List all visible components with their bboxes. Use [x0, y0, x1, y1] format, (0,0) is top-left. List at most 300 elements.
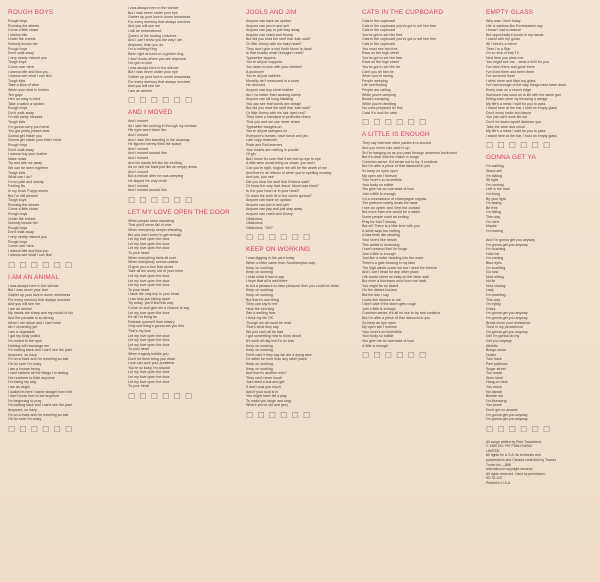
lyric-line: See a smiling face [246, 311, 276, 316]
lyric-line: When everybody seems unkind [128, 260, 179, 265]
song-title: GONNA GET YA [486, 154, 536, 162]
lyrics-column-2 [128, 6, 240, 405]
lyric-line: I'm touching [486, 247, 506, 252]
song-title: A LITTLE IS ENOUGH [362, 131, 430, 139]
lyric-line: You've got to set him free [362, 32, 403, 37]
lyric-line: That's my love [128, 329, 152, 334]
lyric-line: I was always here in the silence [8, 283, 59, 288]
lyric-line: And I can't show you the way I am [128, 38, 183, 43]
lyric-line: I've survived there [486, 74, 516, 79]
lyric-line: And I moved [128, 183, 149, 188]
lyric-line: Can't you let him be [362, 69, 394, 74]
lyric-line: And the parasite is so strong [8, 316, 54, 321]
lyric-line: You might see me ...what a thrill for you [486, 60, 549, 65]
lyric-line: Release yourself from misery [128, 319, 175, 324]
lyric-line: I'd rather be here than any other place [246, 357, 307, 362]
lyric-line: And I moved toward him [128, 188, 167, 193]
lyric-line: Though we all could be read [246, 320, 292, 325]
lyric-line: Turn back [486, 357, 502, 362]
song-title: CATS IN THE CUPBOARD [362, 9, 444, 16]
lyric-line: I'm a connoisseur of champagne cognac [362, 196, 427, 201]
lyric-line: Under the sheets [8, 37, 36, 42]
lyric-line: Anyone can pay and just stay away [246, 207, 303, 212]
lyric-line: I am an animal [8, 306, 32, 311]
lyric-line: Is it in your heart or in your head? [246, 188, 300, 193]
lyric-line: Tough kids [8, 120, 26, 125]
glasses-icon-row: ☐ ☐ ☐ ☐ ☐ ☐ [486, 141, 552, 151]
lyric-line: Under the sheets [8, 216, 36, 221]
lyric-line: As he laid me back just like an empty dress [128, 165, 197, 170]
lyric-line: Beside me [486, 394, 503, 399]
lyric-line: Just like a sailor heading into the wave [362, 256, 424, 261]
lyric-line: Gather up your love in some weariness [8, 293, 71, 298]
lyric-line: Don't get no answer [486, 407, 518, 412]
lyric-line: I think my life OK [246, 316, 274, 321]
lyric-line: He figured merely filled the space [128, 142, 182, 147]
lyric-line: Let my love open the door [128, 246, 170, 251]
lyric-line: Don't walk away [8, 230, 34, 235]
lyric-line: Tough boys [8, 60, 27, 65]
lyric-line: In my Hush Puppy shoes [8, 188, 48, 193]
lyric-line: To your heart [128, 347, 149, 352]
lyric-line: I'm looking back and I can't see the past [8, 403, 72, 408]
lyric-line: Cats in the cupboard [362, 19, 396, 23]
lyric-line: Make noise [8, 156, 27, 161]
glasses-icon-row: ☐ ☐ ☐ ☐ ☐ ☐ [246, 233, 312, 243]
lyric-line: He stayed his only crush [128, 179, 168, 183]
lyric-line: Oh for sure I'm crazy [8, 361, 42, 366]
lyric-line: Oklahoma, [246, 216, 264, 221]
lyric-line: Love can cure your problems [128, 361, 175, 366]
lyric-line: Keep on working [246, 293, 273, 298]
lyric-line: But I'm after a piece of that diamond in you [362, 164, 431, 169]
lyric-line: Let my love open the door [128, 241, 170, 246]
lyric-line: Morality ain't measured in a room [246, 78, 300, 83]
lyrics-column-5 [486, 6, 596, 486]
song-title: AND I MOVED [128, 109, 173, 117]
footer-line: All rights for U.S.A. its territories and [486, 453, 541, 458]
lyric-line: Don't worry smile and dance [486, 110, 532, 115]
lyric-line: Hold me [486, 251, 500, 256]
lyric-line: The perfume nearly beats the taste [362, 201, 418, 206]
lyric-line: But I was never your size [8, 288, 49, 293]
lyric-line: Nothing will rearrange me [8, 343, 49, 348]
lyric-line: Try today, you'll find this way [128, 301, 174, 306]
lyric-line: Tough kids [8, 78, 26, 83]
song-title: LET MY LOVE OPEN THE DOOR [128, 208, 230, 216]
lyric-line: I'm so pale and weedy [8, 179, 44, 184]
glasses-icon-row: ☐ ☐ ☐ ☐ ☐ ☐ [128, 391, 194, 401]
lyric-line: But the tide I say [362, 293, 389, 298]
lyric-line: My life's a mess I wait for you to pass [486, 129, 546, 134]
lyric-line: Life overflowing [362, 83, 387, 88]
lyric-line: Let my love open the door [128, 237, 170, 242]
lyric-line: Trust in my persistence [486, 325, 524, 330]
lyric-line: Keep on working [246, 361, 273, 366]
lyric-line: I'm touching [486, 265, 506, 270]
lyric-line: For every memory that always survives [128, 79, 191, 84]
lyric-line: You give me an overdose of love [362, 187, 415, 192]
lyric-line: Let my love open the door [128, 283, 170, 288]
lyric-line: Running the streets [8, 202, 40, 207]
lyric-line: Let my love open the door [128, 370, 170, 375]
lyric-line: Tough kids [8, 170, 26, 175]
lyric-line: My hands are sharp and my mouth is full [8, 311, 73, 316]
lyric-line: But did you read the stuff that Julie said? [246, 106, 311, 111]
lyric-line: They can't never touch [246, 375, 283, 380]
lyric-line: This way [486, 214, 501, 219]
lyric-line: I'm looking back and I can't see the past [8, 348, 72, 353]
lyric-line: To your heart [128, 250, 149, 255]
lyric-line: Or little Jimmy with his hair dyed red? [246, 110, 306, 115]
lyric-line: This addict is reckoning [362, 242, 400, 247]
lyric-line: Break down your resistance [486, 320, 531, 325]
lyric-line: Anyone can join in and yell [246, 202, 289, 207]
lyric-line: I'm beginning to pray [8, 398, 42, 403]
lyric-line: Next time you pinch me [486, 55, 524, 60]
footer-line: International copyright secured. [486, 467, 534, 472]
song-title: JOOLS AND JIM [246, 9, 297, 16]
lyric-line: I wanna buy your leather [8, 152, 48, 157]
lyric-line: They have a standard of perfection there [246, 115, 311, 120]
lyric-line: Your lover's so incredible [362, 178, 402, 183]
lyric-line: Lady [486, 288, 494, 293]
lyric-line: But a minute after he was weeping [128, 174, 184, 179]
lyric-line: I got my body pulled [8, 334, 41, 339]
lyric-line: No lie [486, 279, 496, 284]
footer-line: SD 32-100 [486, 476, 503, 481]
lyric-line: Blue eyes [486, 260, 502, 265]
lyric-line: Let my love open the door [128, 379, 170, 384]
lyric-line: Take a slice of wine [8, 83, 40, 88]
lyric-line: I'm gonna get you anyway [486, 329, 528, 334]
lyric-line: Let my love open the door [128, 278, 170, 283]
lyric-line: I stand here at the bar, I hold an empty glass [486, 133, 557, 138]
lyric-line: I hope that all is well there [246, 279, 288, 284]
lyric-line: Let my love open the door [128, 342, 170, 347]
lyric-line: I don't care if the storm gets rough [362, 302, 417, 307]
lyric-line: The high winds scare me but I need the breeze [362, 265, 437, 270]
lyric-line: Looks like heaven to me [362, 297, 401, 302]
lyric-line: Just need a bus and get [246, 380, 285, 385]
lyric-line: But I was never under your eye [128, 10, 178, 15]
lyric-line: Let my love open the door [128, 333, 170, 338]
lyric-line: Anyone can join in and yell [246, 23, 289, 28]
lyric-line: You listen to love with your intellect [246, 64, 302, 69]
lyric-line: Hang on here [486, 380, 508, 385]
lyric-line: I'm talking [486, 173, 503, 178]
lyric-line: I wanna bite [8, 32, 28, 37]
lyric-line: No dancer [486, 389, 503, 394]
footer-line: Printed in U.S.A. [486, 481, 512, 486]
lyric-line: I'll give you a four leaf clover [128, 264, 174, 269]
lyric-line: A smile says too inviting [362, 228, 401, 233]
lyric-line: Come a little closer [8, 28, 39, 33]
lyric-line: To make you laugh and sing [246, 398, 291, 403]
lyric-line: Anyone can crash and thump [246, 32, 293, 37]
footer-line: Tunes Inc.—BMI [486, 462, 512, 467]
lyric-line: It's all I'm living for [128, 315, 158, 320]
lyric-line: I stand with my guitar [486, 37, 520, 42]
lyric-line: But I know for sure that if we met up eye to eye [246, 156, 321, 161]
lyric-line: Ravs on the high street [362, 60, 399, 65]
lyric-line: I'm mine [486, 219, 500, 224]
lyric-line: But I was never under your eye [128, 70, 178, 75]
lyric-line: When everything feels all over [128, 255, 177, 260]
lyric-line: Maybe [486, 224, 497, 229]
lyric-line: I'm rooted to the spot [8, 339, 42, 343]
lyric-line: Rough boys [8, 106, 28, 111]
lyric-line: I'm gonna get you anyway [486, 242, 528, 247]
lyric-line: His eyes were black lies [128, 128, 167, 133]
lyric-line: I can stop you falling apart [128, 296, 170, 301]
lyric-line: Anyone can have an opinion [246, 198, 292, 203]
lyric-line: I'm falling [486, 210, 502, 215]
lyric-line: You're all just swingers on [246, 129, 288, 134]
lyric-line: But oh! There is a little time with you [362, 224, 420, 229]
lyric-line: Rough boys [8, 19, 28, 23]
lyric-line: Rough boys [8, 211, 28, 216]
lyric-line: That's what they say [246, 325, 279, 330]
lyric-line: So keep on eyes open [362, 169, 398, 174]
lyric-line: Anyone can pay or just stay away [246, 28, 300, 33]
lyric-line: I've lived there and been there [486, 69, 535, 74]
lyric-line: When a letter came from Southampton way [246, 260, 316, 265]
lyric-line: And you will see me [128, 84, 160, 89]
glasses-icon-row: ☐ ☐ ☐ ☐ ☐ ☐ [362, 351, 428, 361]
lyric-line: Let my love open the door [128, 374, 170, 379]
lyric-line: Tough boys [8, 198, 27, 203]
lyric-line: And his hands felt like ice exciting [128, 160, 182, 165]
lyric-line: I'm gonna get you anyway [486, 412, 528, 417]
lyric-line: When I am alone and I can't hear [8, 320, 61, 325]
lyric-line: When tragedy befalls you [128, 352, 169, 356]
lyric-line: Anymore, so hazy [8, 407, 37, 412]
lyric-line: I stand here at the bar, I hold an empty glass [486, 106, 557, 111]
lyric-line: Keep on working [246, 348, 273, 353]
lyric-line: I'm walking [486, 164, 504, 169]
lyric-line: Now sitting [486, 274, 504, 279]
lyric-line: You're so lucky I'm around [128, 365, 170, 370]
lyric-line: Running the streets [8, 23, 40, 28]
lyric-line: Life is useless like Ecclesiastes say [486, 23, 543, 28]
lyric-line: And I'm gonna get you anyway [486, 237, 536, 242]
lyric-line: I am an animal [128, 88, 152, 93]
lyric-line: I'm gonna carry you home [8, 124, 50, 129]
song-title: I AM AN ANIMAL [8, 273, 60, 281]
lyric-line: Cats in the cupboard [362, 41, 396, 46]
lyric-line: I don't know how to act anymore [8, 394, 60, 399]
lyric-line: All I need's a mirror [486, 41, 517, 46]
lyric-line: There's a gale blowing in my face [362, 260, 416, 265]
lyric-line: Cats in the cupboard [362, 28, 396, 33]
lyric-line: You must see him free [362, 46, 398, 51]
lyric-line: I'm gonna get you anyway [486, 316, 528, 321]
glasses-icon-row: ☐ ☐ ☐ ☐ ☐ ☐ [8, 260, 74, 270]
lyric-line: Don't walk away [8, 147, 34, 152]
lyric-line: They don't give a shit Keith Moon is dead [246, 46, 312, 51]
lyric-line: That you'll never fall in love [128, 223, 172, 228]
lyric-line: We just can't all be bad [246, 329, 283, 334]
lyric-line: Sit tight [486, 178, 498, 183]
lyric-line: Keep on working [246, 288, 273, 293]
lyric-line: And there's another who? [246, 371, 287, 376]
lyric-line: Take the wine and shout [486, 124, 525, 129]
lyric-line: Anyone can crash and thump [246, 211, 293, 216]
lyric-line: I'm fading [486, 201, 502, 206]
lyric-line: I looked in here I came straight from hell [8, 389, 72, 394]
lyric-line: I'm so sick of that TV [486, 51, 520, 56]
lyric-line: A kiss feels like stealing [362, 233, 400, 238]
lyric-line: I wanna see what I can find [8, 74, 52, 79]
lyric-line: I will be remembered [128, 28, 162, 33]
lyric-line: I'm on a track and I'm traveling so fast [8, 357, 69, 362]
lyric-line: Take a watch a spoken [8, 101, 45, 106]
lyric-line: You give me an overdose of love [362, 339, 415, 343]
lyric-line: Pray for that Tuesday [362, 219, 397, 224]
lyric-line: People weeping [362, 78, 388, 83]
lyric-line: Go now [486, 270, 499, 275]
lyric-line: And there's an inferno in when you're spelling ecstasy [246, 170, 332, 175]
lyric-line: Of gin [246, 152, 256, 157]
lyric-line: Your hearts are melting in poodle [246, 147, 299, 152]
lyric-line: Or little Jimmy with his hairy head? [246, 41, 302, 46]
lyric-line: When your deal is broken [8, 87, 49, 92]
lyric-line: And I moved [128, 169, 149, 174]
lyric-line: Gather up your love in some weariness [128, 15, 191, 20]
lyric-line: Don't let down myself distance you [486, 120, 542, 125]
lyric-line: Let my love open the door [128, 310, 170, 315]
lyric-line: Athletic [486, 343, 498, 348]
lyric-line: Let my love open the door [128, 338, 170, 343]
lyric-line: It don't cost you much [246, 384, 281, 389]
lyric-line: Just a little is enough [362, 192, 396, 196]
lyric-line: But I'm after a piece of that diamond in you [362, 316, 431, 321]
lyric-line: What can I do? [8, 175, 33, 180]
lyric-line: He's so easy to bind [8, 97, 41, 102]
lyric-line: Stand still [486, 169, 502, 174]
lyric-line: Take all the worry out of your mind [128, 269, 183, 274]
lyric-line: When people keep repeating [128, 218, 174, 223]
lyric-line: I'm thumping [486, 398, 507, 403]
lyric-line: Someone has used us to kill with the same gun [486, 92, 562, 97]
lyric-line: I'm on a track and I'm traveling so fast [8, 412, 69, 417]
lyric-line: I've got no clue [128, 61, 153, 66]
lyric-line: People are calling [362, 87, 391, 92]
lyric-line: Keep on working [246, 265, 273, 270]
lyric-line: Cos you're right, forgive me will be the death of me [246, 166, 327, 170]
lyric-line: Left in the dust [486, 187, 510, 192]
lyric-line: Feeling ills [8, 184, 25, 189]
lyric-line: And I moved [128, 133, 149, 138]
lyric-line: Your body so edible [362, 182, 394, 187]
lyric-line: Been right around on a golden ring [128, 51, 184, 56]
lyric-line: Oklahoma, "OK!" [246, 225, 274, 230]
lyric-line: Your lover's so incredible [362, 329, 402, 334]
lyric-line: Keep on working [246, 366, 273, 371]
lyric-line: I've been there and gone there [486, 64, 535, 69]
lyric-line: My open are I foresee [362, 173, 397, 178]
lyric-line: Rough boys [8, 46, 28, 51]
lyric-line: I'm gonna get you anyway [486, 311, 528, 316]
lyric-line: But did you read the stuff that Julie said? [246, 37, 311, 42]
lyric-line: Gonna get inside your bitter mind [8, 138, 61, 143]
footer-line: All rights reserved. Used by permission. [486, 471, 546, 476]
lyric-line: I've had enough of the way things have been done [486, 83, 567, 88]
lyric-line: I was always here in the silence [128, 65, 179, 70]
song-title: KEEP ON WORKING [246, 246, 311, 254]
lyric-line: Gonna get inside you [8, 133, 42, 138]
lyric-line: Where you're old and grey [246, 403, 289, 408]
lyric-line: While you're weeping [362, 92, 397, 97]
lyric-line: I am a vegetable [8, 329, 35, 334]
lyric-line: Get I'm gonna do my [486, 334, 520, 339]
lyric-line: Ten guys [8, 92, 23, 97]
lyric-line: And I moved [128, 119, 149, 124]
lyric-line: Keep on working [246, 343, 273, 348]
lyric-line: I read what it had to say [246, 274, 285, 279]
lyric-line: I know I had a chance [486, 28, 521, 33]
lyric-line: Blood's escaping [362, 97, 390, 102]
lyric-line: To your heart [128, 287, 149, 292]
lyric-line: Cats! It's cool for cats! [362, 110, 398, 115]
lyric-line: Try and talk me away [8, 161, 43, 166]
lyric-line: I'm gonna get you anyway [486, 417, 528, 422]
lyric-line: I'm leaving [486, 228, 504, 233]
lyric-line: Come over here [8, 244, 34, 249]
lyric-line: You've got to set him free [362, 55, 403, 60]
lyric-line: Am I dreaming yet [8, 325, 38, 330]
lyric-line: Too hustle [486, 371, 503, 376]
lyric-line: We can be seen together [8, 166, 49, 170]
glasses-icon-row: ☐ ☐ ☐ ☐ ☐ ☐ [362, 118, 428, 128]
lyric-line: I'm a nothing King [128, 47, 157, 52]
lyric-line: Come on and give me a chance to say [128, 306, 190, 311]
lyric-line: You're all just cabbies [246, 74, 281, 79]
lyric-line: Typewriter tappers [246, 55, 276, 60]
lyric-line: Crazy [486, 306, 496, 311]
lyric-line: You prove [486, 403, 503, 408]
lyric-line: Anyone can kill kung Nanking [246, 97, 294, 102]
lyric-line: I am a human being [8, 366, 40, 371]
lyric-line: Everyone's human, have lunch and jim [246, 133, 308, 138]
lyric-line: I very nearly missed you [8, 234, 47, 239]
lyric-line: He wrecked [246, 83, 265, 88]
lyric-line: I've nowhere to hide anymore [8, 375, 56, 380]
lyric-line: I'm living [486, 192, 500, 196]
lyric-line: Killing each other by throwing a wedge [486, 97, 548, 102]
lyric-line: Common sense, it'd sense not to try; it continue [362, 159, 438, 164]
lyric-line: But you can't seem to get enough [128, 232, 182, 237]
lyric-line: I have the only key to your heart [128, 292, 180, 297]
lyric-line: And I moved [128, 156, 149, 161]
lyric-line: Gather up your love in some weariness [128, 74, 191, 79]
lyric-line: So I'm hanging on as you pass through dearness beckoned [362, 150, 457, 155]
lyric-line: Get you anyway [486, 339, 512, 343]
lyric-line: To your heart [128, 384, 149, 389]
lyric-line: Rough boys [8, 143, 28, 148]
lyric-line: Oh for sure I'm crazy [8, 417, 42, 422]
lyric-line: And you will see me [8, 302, 40, 307]
lyric-line: Did you hear the stuff that Krishna said? [246, 179, 310, 184]
lyric-line: As I saw him looking in through my window [128, 123, 197, 128]
lyric-line: Cats in the cupboard you've got to set him free [362, 37, 437, 42]
lyric-line: Rough boys [8, 239, 28, 244]
lyric-line: A pushover [246, 69, 264, 74]
lyric-line: By your light [486, 196, 506, 201]
lyric-line: Cats in the cupboard you've got to set him free [362, 23, 437, 28]
lyric-line: Rock and Roll learners [246, 143, 283, 148]
